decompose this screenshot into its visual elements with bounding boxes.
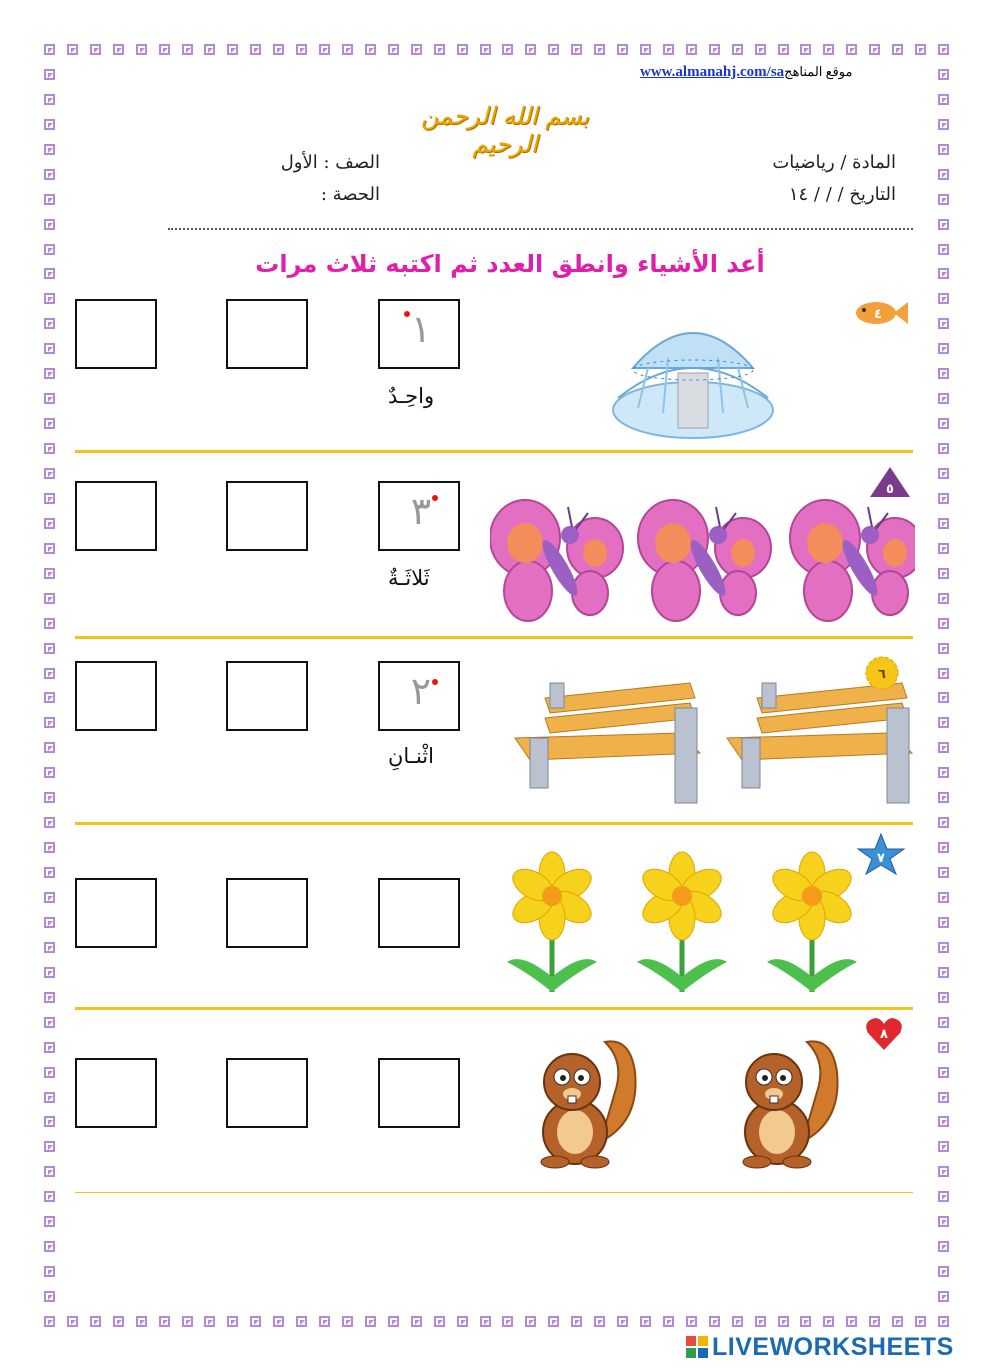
- frame-square: [938, 618, 949, 629]
- flowers-illustration: [502, 850, 872, 995]
- frame-square: [113, 1316, 124, 1327]
- frame-square: [938, 44, 949, 55]
- fountain-illustration: [608, 298, 778, 443]
- brand-name: LIVEWORKSHEETS: [712, 1333, 954, 1361]
- frame-square: [915, 44, 926, 55]
- frame-square: [938, 1166, 949, 1177]
- frame-square: [938, 1291, 949, 1302]
- frame-square: [44, 219, 55, 230]
- frame-square: [44, 692, 55, 703]
- frame-square: [938, 767, 949, 778]
- frame-square: [457, 1316, 468, 1327]
- frame-square: [938, 967, 949, 978]
- frame-square: [44, 368, 55, 379]
- answer-box[interactable]: [226, 1058, 308, 1128]
- frame-square: [938, 1116, 949, 1127]
- tracing-digit: ١: [410, 307, 432, 351]
- frame-square: [755, 1316, 766, 1327]
- frame-square: [44, 493, 55, 504]
- frame-square: [44, 992, 55, 1003]
- frame-square: [709, 1316, 720, 1327]
- frame-square: [617, 44, 628, 55]
- site-url[interactable]: www.almanahj.com/sa: [640, 64, 785, 80]
- frame-square: [204, 44, 215, 55]
- frame-square: [44, 1092, 55, 1103]
- frame-square: [938, 318, 949, 329]
- frame-square: [938, 94, 949, 105]
- answer-box[interactable]: [75, 1058, 157, 1128]
- frame-square: [778, 44, 789, 55]
- frame-square: [732, 1316, 743, 1327]
- frame-square: [44, 119, 55, 130]
- frame-square: [44, 518, 55, 529]
- frame-square: [938, 343, 949, 354]
- fish-icon: [852, 298, 910, 328]
- answer-box[interactable]: [226, 299, 308, 369]
- answer-box[interactable]: [226, 661, 308, 731]
- frame-square: [44, 1216, 55, 1227]
- row-separator: [75, 450, 913, 453]
- frame-square: [44, 967, 55, 978]
- frame-square: [44, 892, 55, 903]
- frame-square: [44, 942, 55, 953]
- frame-square: [525, 44, 536, 55]
- frame-square: [44, 742, 55, 753]
- frame-square: [938, 917, 949, 928]
- frame-square: [640, 1316, 651, 1327]
- number-word: اثْنـانِ: [388, 744, 434, 768]
- frame-square: [227, 1316, 238, 1327]
- frame-square: [480, 1316, 491, 1327]
- frame-square: [594, 44, 605, 55]
- frame-square: [44, 418, 55, 429]
- frame-square: [938, 1241, 949, 1252]
- frame-square: [250, 1316, 261, 1327]
- date-label: التاريخ / / / ١٤: [788, 184, 896, 205]
- frame-square: [44, 144, 55, 155]
- frame-square: [938, 1042, 949, 1053]
- frame-square: [938, 518, 949, 529]
- badge-number: ٧: [877, 851, 885, 866]
- row-separator: [75, 636, 913, 639]
- frame-square: [938, 1316, 949, 1327]
- tracing-digit: ٣: [410, 489, 432, 533]
- frame-square: [44, 1316, 55, 1327]
- frame-square: [938, 1067, 949, 1078]
- frame-square: [44, 817, 55, 828]
- frame-square: [938, 468, 949, 479]
- frame-square: [938, 717, 949, 728]
- period-label: الحصة :: [320, 184, 380, 205]
- frame-square: [915, 1316, 926, 1327]
- frame-square: [778, 1316, 789, 1327]
- frame-square: [159, 1316, 170, 1327]
- frame-square: [44, 268, 55, 279]
- frame-square: [434, 1316, 445, 1327]
- frame-square: [480, 44, 491, 55]
- frame-square: [938, 668, 949, 679]
- frame-square: [44, 94, 55, 105]
- frame-square: [938, 1017, 949, 1028]
- number-word: ثَلاثَـةٌ: [388, 566, 430, 590]
- frame-square: [525, 1316, 536, 1327]
- liveworksheets-icon: [686, 1336, 708, 1358]
- frame-square: [823, 44, 834, 55]
- subject-label: المادة / رياضيات: [772, 152, 896, 173]
- frame-square: [44, 169, 55, 180]
- frame-square: [663, 1316, 674, 1327]
- frame-square: [44, 468, 55, 479]
- answer-box[interactable]: [75, 661, 157, 731]
- basmala-logo: بسم الله الرحمن الرحيم: [420, 102, 590, 158]
- start-dot: [432, 495, 438, 501]
- site-link[interactable]: [640, 64, 852, 81]
- frame-square: [44, 767, 55, 778]
- frame-square: [617, 1316, 628, 1327]
- frame-square: [571, 44, 582, 55]
- frame-square: [548, 1316, 559, 1327]
- frame-square: [44, 1166, 55, 1177]
- frame-square: [44, 393, 55, 404]
- tracing-box[interactable]: [378, 299, 460, 369]
- frame-square: [44, 44, 55, 55]
- frame-square: [44, 593, 55, 604]
- frame-square: [44, 618, 55, 629]
- frame-square: [938, 293, 949, 304]
- frame-square: [319, 44, 330, 55]
- frame-square: [938, 692, 949, 703]
- frame-square: [938, 493, 949, 504]
- frame-square: [663, 44, 674, 55]
- start-dot: [404, 311, 410, 317]
- frame-square: [869, 1316, 880, 1327]
- frame-square: [44, 194, 55, 205]
- start-dot: [432, 679, 438, 685]
- frame-square: [273, 1316, 284, 1327]
- frame-square: [938, 443, 949, 454]
- frame-square: [938, 244, 949, 255]
- frame-square: [342, 44, 353, 55]
- frame-square: [44, 1291, 55, 1302]
- frame-square: [296, 1316, 307, 1327]
- frame-square: [686, 1316, 697, 1327]
- liveworksheets-logo[interactable]: [686, 1333, 954, 1362]
- frame-square: [846, 44, 857, 55]
- frame-square: [548, 44, 559, 55]
- star-icon: [856, 832, 906, 876]
- frame-square: [892, 1316, 903, 1327]
- frame-square: [938, 1092, 949, 1103]
- frame-square: [44, 1017, 55, 1028]
- frame-square: [90, 44, 101, 55]
- answer-box[interactable]: [75, 481, 157, 551]
- badge-number: ٨: [880, 1027, 888, 1042]
- row-separator: [75, 1192, 913, 1193]
- frame-square: [755, 44, 766, 55]
- frame-square: [640, 44, 651, 55]
- row-separator: [75, 1007, 913, 1010]
- frame-square: [938, 1191, 949, 1202]
- frame-square: [296, 44, 307, 55]
- frame-square: [365, 44, 376, 55]
- frame-square: [938, 169, 949, 180]
- frame-square: [938, 817, 949, 828]
- frame-square: [388, 1316, 399, 1327]
- frame-square: [44, 1067, 55, 1078]
- frame-square: [44, 1241, 55, 1252]
- frame-square: [938, 867, 949, 878]
- frame-square: [938, 1141, 949, 1152]
- frame-square: [938, 568, 949, 579]
- frame-square: [800, 1316, 811, 1327]
- frame-square: [44, 1191, 55, 1202]
- frame-square: [67, 44, 78, 55]
- frame-square: [938, 842, 949, 853]
- frame-square: [938, 942, 949, 953]
- benches-illustration: [505, 678, 917, 808]
- frame-square: [113, 44, 124, 55]
- frame-square: [44, 917, 55, 928]
- frame-square: [67, 1316, 78, 1327]
- frame-square: [457, 44, 468, 55]
- tracing-box[interactable]: [378, 661, 460, 731]
- frame-square: [938, 219, 949, 230]
- frame-square: [411, 1316, 422, 1327]
- frame-square: [44, 293, 55, 304]
- frame-square: [204, 1316, 215, 1327]
- frame-square: [938, 643, 949, 654]
- badge-number: ٦: [878, 667, 886, 682]
- frame-square: [502, 1316, 513, 1327]
- frame-square: [44, 792, 55, 803]
- frame-square: [44, 668, 55, 679]
- frame-square: [319, 1316, 330, 1327]
- frame-square: [938, 792, 949, 803]
- frame-square: [44, 244, 55, 255]
- frame-square: [90, 1316, 101, 1327]
- answer-box[interactable]: [75, 878, 157, 948]
- frame-square: [227, 44, 238, 55]
- row-separator: [75, 822, 913, 825]
- frame-square: [388, 44, 399, 55]
- frame-square: [44, 343, 55, 354]
- frame-square: [869, 44, 880, 55]
- heart-icon: [864, 1016, 904, 1052]
- frame-square: [938, 992, 949, 1003]
- frame-square: [938, 593, 949, 604]
- tracing-digit: ٢: [410, 669, 432, 713]
- number-word: واحِـدٌ: [388, 384, 435, 408]
- frame-square: [44, 443, 55, 454]
- badge-number: ٤: [874, 307, 882, 322]
- frame-square: [686, 44, 697, 55]
- frame-square: [938, 194, 949, 205]
- frame-square: [44, 318, 55, 329]
- frame-square: [44, 69, 55, 80]
- frame-square: [273, 44, 284, 55]
- instruction-title: أعد الأشياء وانطق العدد ثم اكتبه ثلاث مرات: [255, 250, 765, 278]
- frame-square: [44, 842, 55, 853]
- site-name: موقع المناهج: [784, 64, 853, 79]
- frame-square: [938, 892, 949, 903]
- frame-square: [434, 44, 445, 55]
- frame-square: [44, 568, 55, 579]
- frame-square: [594, 1316, 605, 1327]
- frame-square: [800, 44, 811, 55]
- sun-icon: [864, 655, 900, 691]
- frame-square: [44, 1042, 55, 1053]
- frame-square: [732, 44, 743, 55]
- frame-square: [892, 44, 903, 55]
- frame-square: [44, 717, 55, 728]
- frame-square: [159, 44, 170, 55]
- frame-square: [938, 543, 949, 554]
- frame-square: [44, 1116, 55, 1127]
- frame-square: [365, 1316, 376, 1327]
- frame-square: [938, 1266, 949, 1277]
- frame-square: [938, 69, 949, 80]
- butterflies-illustration: [490, 488, 915, 628]
- frame-square: [846, 1316, 857, 1327]
- answer-box[interactable]: [378, 878, 460, 948]
- frame-square: [250, 44, 261, 55]
- frame-square: [571, 1316, 582, 1327]
- answer-box[interactable]: [226, 481, 308, 551]
- frame-square: [44, 643, 55, 654]
- frame-square: [44, 867, 55, 878]
- frame-square: [136, 44, 147, 55]
- grade-label: الصف : الأول: [280, 152, 380, 173]
- frame-square: [136, 1316, 147, 1327]
- frame-square: [44, 543, 55, 554]
- frame-square: [44, 1141, 55, 1152]
- frame-square: [938, 418, 949, 429]
- frame-square: [938, 393, 949, 404]
- frame-square: [182, 44, 193, 55]
- frame-square: [938, 268, 949, 279]
- squirrels-illustration: [530, 1030, 850, 1175]
- badge-number: ٥: [886, 482, 894, 497]
- frame-square: [938, 742, 949, 753]
- frame-square: [182, 1316, 193, 1327]
- frame-square: [938, 144, 949, 155]
- frame-square: [44, 1266, 55, 1277]
- frame-square: [823, 1316, 834, 1327]
- header-divider: [168, 228, 913, 230]
- answer-box[interactable]: [75, 299, 157, 369]
- frame-square: [938, 368, 949, 379]
- triangle-icon: [868, 465, 912, 499]
- frame-square: [709, 44, 720, 55]
- frame-square: [502, 44, 513, 55]
- frame-square: [938, 1216, 949, 1227]
- answer-box[interactable]: [226, 878, 308, 948]
- tracing-box[interactable]: [378, 481, 460, 551]
- frame-square: [411, 44, 422, 55]
- frame-square: [938, 119, 949, 130]
- frame-square: [342, 1316, 353, 1327]
- answer-box[interactable]: [378, 1058, 460, 1128]
